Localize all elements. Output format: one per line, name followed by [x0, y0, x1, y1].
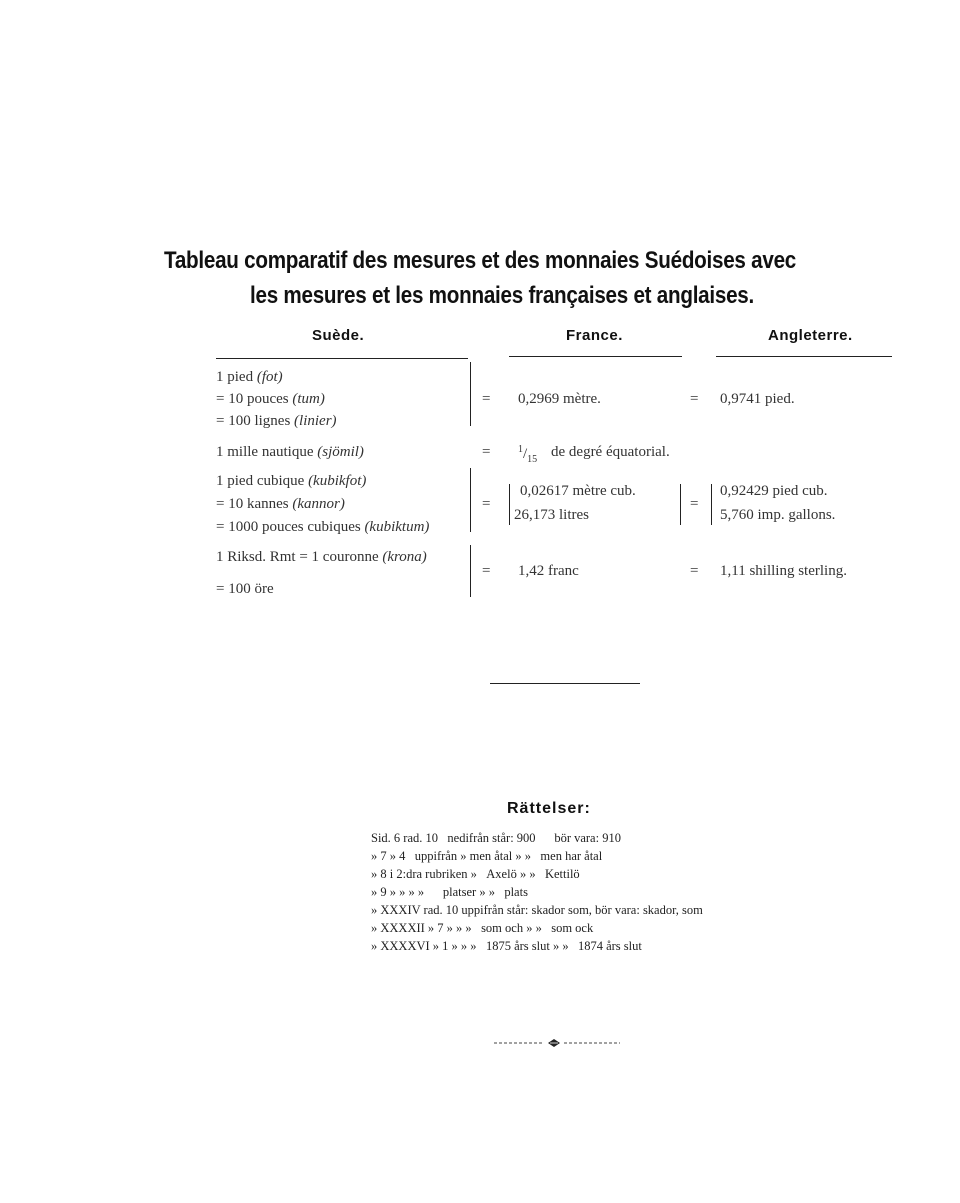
fraction: $^1/_{15}$	[518, 444, 538, 465]
france-value: de degré équatorial.	[551, 444, 670, 460]
sweden-line: 1 pied cubique (kubikfot)	[216, 473, 367, 489]
equals-sign: =	[482, 563, 491, 579]
sweden-line: = 100 lignes (linier)	[216, 413, 337, 429]
equals-sign: =	[482, 496, 491, 512]
decorative-ornament	[494, 1038, 620, 1048]
england-value: 1,11 shilling sterling.	[720, 563, 847, 579]
france-value: 0,02617 mètre cub.	[520, 483, 636, 499]
value-brace	[680, 484, 681, 525]
column-header-france: France.	[566, 327, 623, 344]
england-value: 0,9741 pied.	[720, 391, 795, 407]
sweden-line: 1 pied (fot)	[216, 369, 283, 385]
header-rule-sweden	[216, 358, 468, 359]
equals-sign: =	[482, 391, 491, 407]
errata-row: » XXXXVI » 1 » » » 1875 års slut » » 1874 års slut	[371, 939, 642, 953]
sweden-line: = 10 kannes (kannor)	[216, 496, 345, 512]
errata-row: » 9 » » » » platser » » plats	[371, 885, 528, 899]
equals-sign: =	[482, 444, 491, 460]
group-brace	[470, 545, 471, 597]
france-value: 0,2969 mètre.	[518, 391, 601, 407]
england-value: 5,760 imp. gallons.	[720, 507, 836, 523]
equals-sign: =	[690, 496, 699, 512]
errata-heading: Rättelser:	[507, 800, 591, 817]
header-rule-england	[716, 356, 892, 357]
england-value: 0,92429 pied cub.	[720, 483, 828, 499]
errata-row: » XXXIV rad. 10 uppifrån står: skador som, bör vara: skador, som	[371, 903, 703, 917]
column-header-england: Angleterre.	[768, 327, 853, 344]
column-header-sweden: Suède.	[312, 327, 365, 344]
errata-row: » 7 » 4 uppifrån » men åtal » » men har åtal	[371, 849, 603, 863]
errata-row: » 8 i 2:dra rubriken » Axelö » » Kettilö	[371, 867, 580, 881]
sweden-line: 1 mille nautique (sjömil)	[216, 444, 364, 460]
equals-sign: =	[690, 391, 699, 407]
sweden-line: = 100 öre	[216, 581, 274, 597]
errata-row: Sid. 6 rad. 10 nedifrån står: 900 bör vara: 910	[371, 831, 621, 845]
france-value: 26,173 litres	[514, 507, 589, 523]
value-brace	[509, 484, 510, 525]
section-divider	[490, 683, 640, 684]
page-title-line-2: les mesures et les monnaies françaises et anglaises.	[250, 282, 755, 309]
sweden-line: = 10 pouces (tum)	[216, 391, 325, 407]
page-title-line-1: Tableau comparatif des mesures et des monnaies Suédoises avec	[164, 247, 797, 274]
header-rule-france	[509, 356, 682, 357]
equals-sign: =	[690, 563, 699, 579]
value-brace	[711, 484, 712, 525]
group-brace	[470, 362, 471, 426]
sweden-line: 1 Riksd. Rmt = 1 couronne (krona)	[216, 549, 427, 565]
sweden-line: = 1000 pouces cubiques (kubiktum)	[216, 519, 430, 535]
errata-row: » XXXXII » 7 » » » som och » » som ock	[371, 921, 594, 935]
france-value: 1,42 franc	[518, 563, 579, 579]
group-brace	[470, 468, 471, 532]
